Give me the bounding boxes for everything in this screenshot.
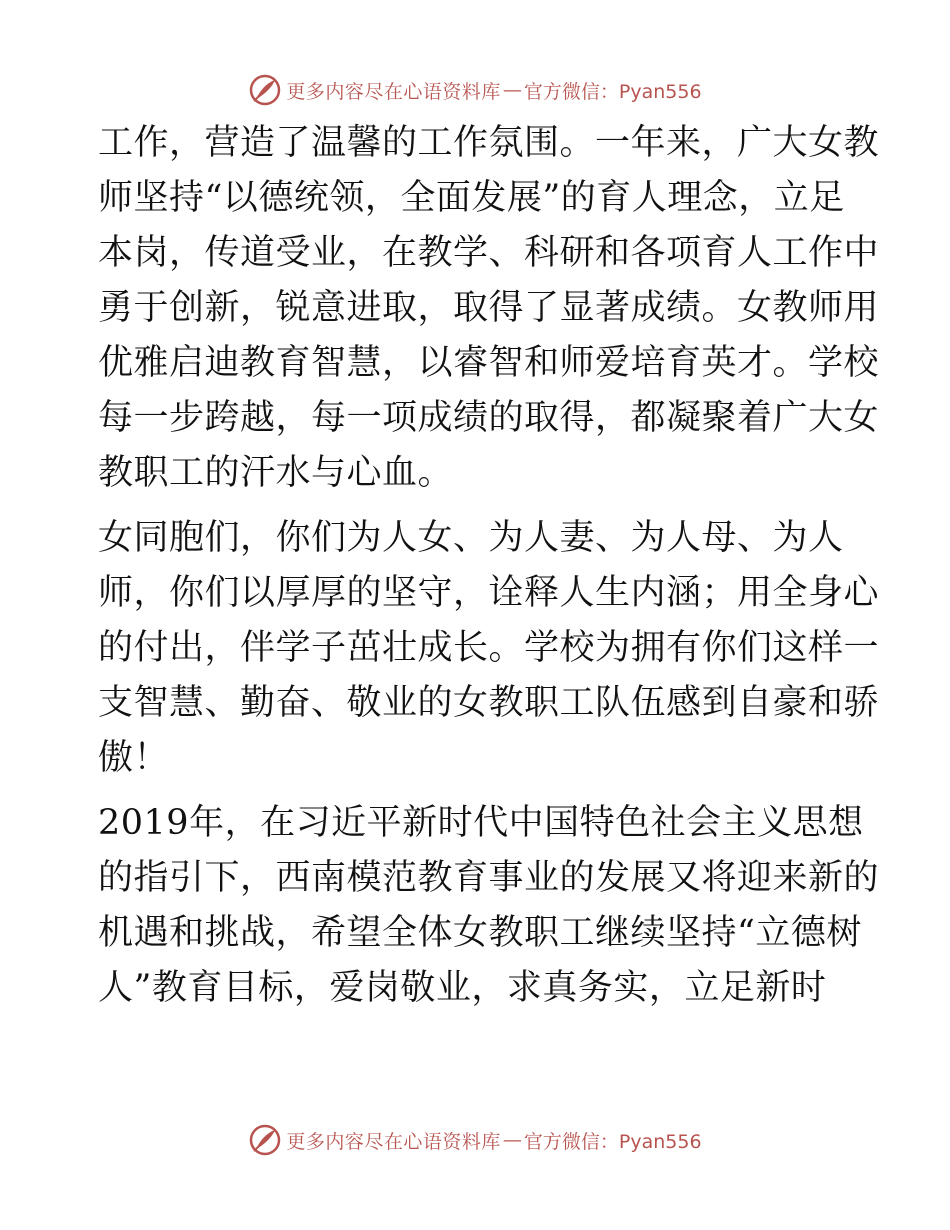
text-line: 支智慧、勤奋、敬业的女教职工队伍感到自豪和骄 xyxy=(98,683,880,723)
text-line: 本岗，传道受业，在教学、科研和各项育人工作中 xyxy=(98,233,880,273)
text-line: 教职工的汗水与心血。 xyxy=(98,453,454,493)
paragraph-2 xyxy=(98,511,880,786)
text-line: 勇于创新，锐意进取，取得了显著成绩。女教师用 xyxy=(98,288,880,328)
text-line: 人”教育目标，爱岗敬业，求真务实，立足新时 xyxy=(98,968,827,1008)
text-line: 工作，营造了温馨的工作氛围。一年来，广大女教 xyxy=(98,123,880,163)
footer-banner-wechat: 官方微信：Pyan556 xyxy=(523,1130,702,1153)
header-watermark-banner xyxy=(0,70,950,110)
document-body xyxy=(98,116,880,1026)
text-line: 优雅启迪教育智慧，以睿智和师爱培育英才。学校 xyxy=(98,343,880,383)
footer-banner-text: 更多内容尽在心语资料库 xyxy=(286,1130,501,1153)
header-banner-wechat: 官方微信：Pyan556 xyxy=(523,80,702,103)
footer-banner-separator: — xyxy=(502,1129,522,1151)
text-line: 每一步跨越，每一项成绩的取得，都凝聚着广大女 xyxy=(98,398,880,438)
paragraph-1 xyxy=(98,116,880,501)
header-banner-separator: — xyxy=(502,79,522,101)
feather-pen-logo-icon xyxy=(248,1123,282,1157)
footer-watermark-banner xyxy=(0,1120,950,1160)
paragraph-3 xyxy=(98,796,880,1016)
text-line: 的指引下，西南模范教育事业的发展又将迎来新的 xyxy=(98,858,880,898)
text-line: 2019年，在习近平新时代中国特色社会主义思想 xyxy=(98,803,864,843)
header-banner-text: 更多内容尽在心语资料库 xyxy=(286,80,501,103)
text-line: 师坚持“以德统领，全面发展”的育人理念，立足 xyxy=(98,178,845,218)
text-line: 的付出，伴学子茁壮成长。学校为拥有你们这样一 xyxy=(98,628,880,668)
text-line: 傲！ xyxy=(98,738,170,778)
text-line: 女同胞们，你们为人女、为人妻、为人母、为人 xyxy=(98,518,844,558)
text-line: 师，你们以厚厚的坚守，诠释人生内涵；用全身心 xyxy=(98,573,880,613)
feather-pen-logo-icon xyxy=(248,73,282,107)
text-line: 机遇和挑战，希望全体女教职工继续坚持“立德树 xyxy=(98,913,862,953)
